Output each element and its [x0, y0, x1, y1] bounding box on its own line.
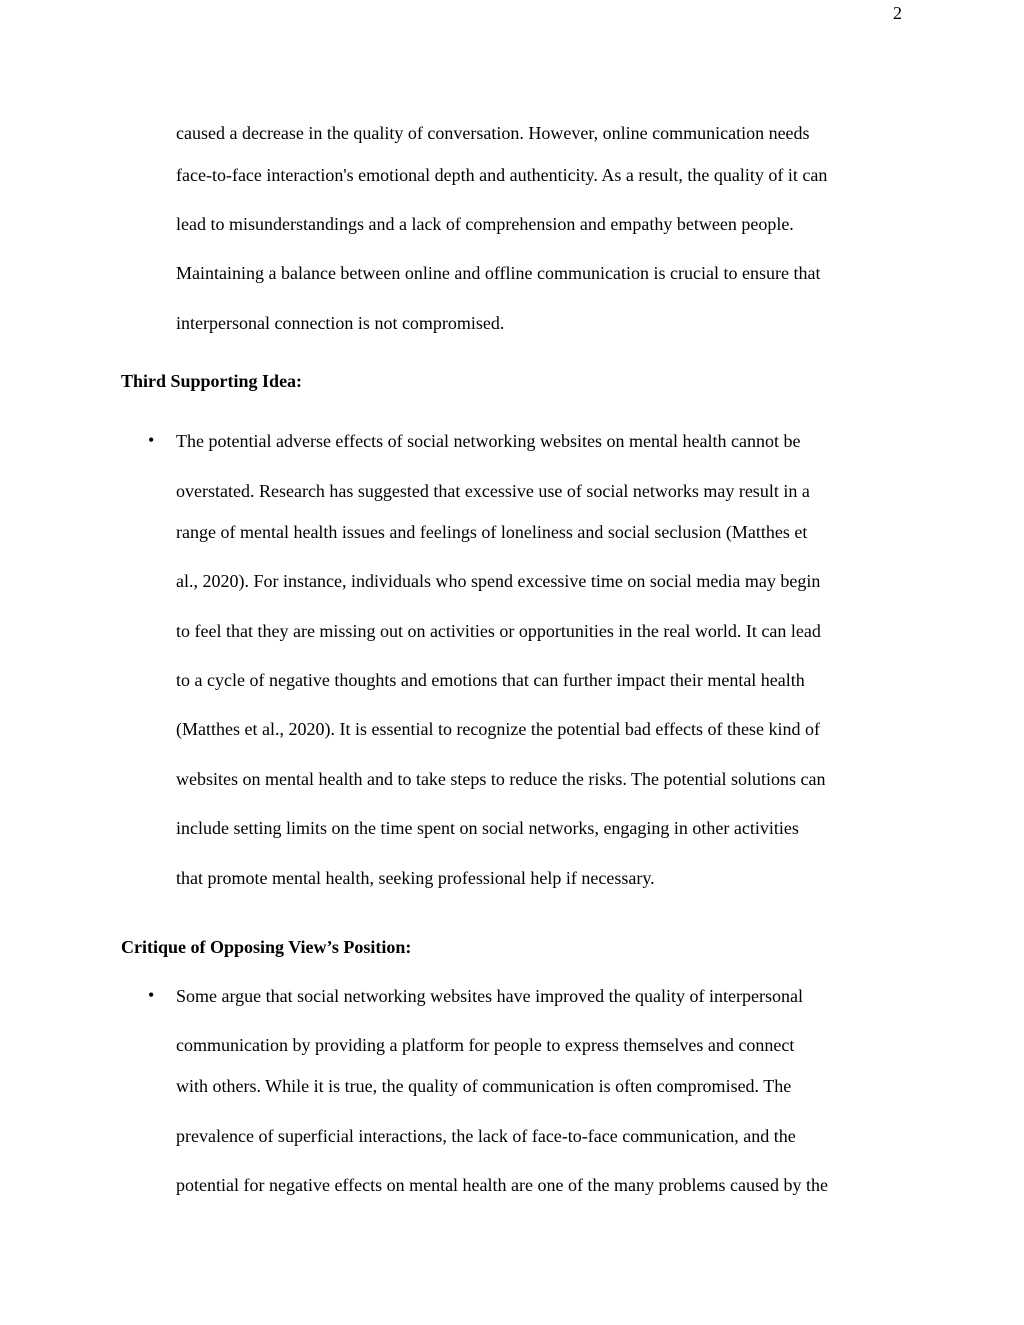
section-heading: Third Supporting Idea: [121, 371, 303, 391]
bullet-line: range of mental health issues and feelings of loneliness and social seclusion (Matthes et [176, 522, 808, 542]
section-heading: Critique of Opposing View’s Position: [121, 937, 412, 957]
bullet-line: potential for negative effects on mental health are one of the many problems caused by the [176, 1175, 828, 1195]
paragraph-line: interpersonal connection is not compromised. [176, 313, 505, 333]
bullet-line: communication by providing a platform for people to express themselves and connect [176, 1035, 795, 1055]
bullet-line: websites on mental health and to take steps to reduce the risks. The potential solutions can [176, 769, 826, 789]
bullet-line: (Matthes et al., 2020). It is essential to recognize the potential bad effects of these kind of [176, 719, 820, 739]
bullet-icon: • [148, 430, 155, 450]
paragraph-line: caused a decrease in the quality of conversation. However, online communication needs [176, 123, 810, 143]
bullet-line: include setting limits on the time spent on social networks, engaging in other activities [176, 818, 799, 838]
page-number: 2 [893, 3, 902, 23]
bullet-line: with others. While it is true, the quality of communication is often compromised. The [176, 1076, 792, 1096]
bullet-icon: • [148, 985, 155, 1005]
bullet-line: overstated. Research has suggested that excessive use of social networks may result in a [176, 481, 810, 501]
paragraph-line: lead to misunderstandings and a lack of comprehension and empathy between people. [176, 214, 794, 234]
paragraph-line: Maintaining a balance between online and offline communication is crucial to ensure that [176, 263, 821, 283]
bullet-line: that promote mental health, seeking professional help if necessary. [176, 868, 655, 888]
paragraph-line: face-to-face interaction's emotional depth and authenticity. As a result, the quality of it can [176, 165, 828, 185]
bullet-line: to feel that they are missing out on activities or opportunities in the real world. It can lead [176, 621, 821, 641]
bullet-line: Some argue that social networking websites have improved the quality of interpersonal [176, 986, 804, 1006]
bullet-line: al., 2020). For instance, individuals who spend excessive time on social media may begin [176, 571, 821, 591]
bullet-line: The potential adverse effects of social networking websites on mental health cannot be [176, 431, 801, 451]
bullet-line: prevalence of superficial interactions, the lack of face-to-face communication, and the [176, 1126, 796, 1146]
bullet-line: to a cycle of negative thoughts and emotions that can further impact their mental health [176, 670, 805, 690]
